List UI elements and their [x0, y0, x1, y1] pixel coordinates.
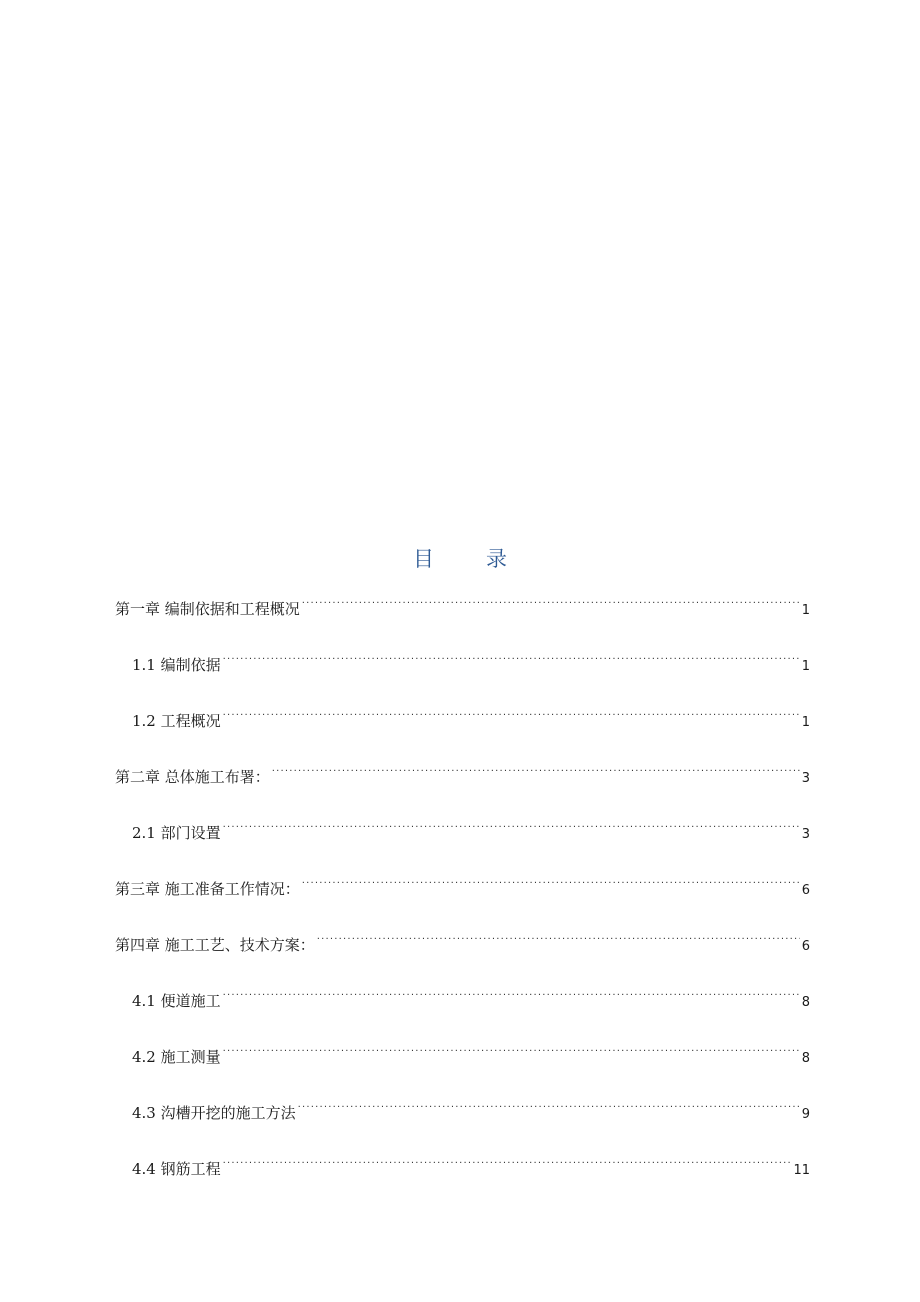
toc-list: [115, 596, 810, 1212]
dot-leader: [223, 712, 800, 726]
toc-entry-label: 第二章 总体施工布署：: [115, 768, 270, 786]
toc-entry-page: 1: [801, 659, 810, 674]
toc-entry-4-4[interactable]: [115, 1156, 810, 1212]
toc-entry-label: 4.2 施工测量: [132, 1048, 221, 1066]
toc-entry-chapter-4[interactable]: [115, 932, 810, 988]
toc-entry-label: 1.1 编制依据: [132, 656, 221, 674]
toc-entry-label: 第一章 编制依据和工程概况: [115, 600, 300, 618]
toc-entry-4-2[interactable]: [115, 1044, 810, 1100]
toc-entry-1-1[interactable]: [115, 652, 810, 708]
toc-entry-page: 11: [793, 1163, 810, 1178]
toc-entry-4-3[interactable]: [115, 1100, 810, 1156]
toc-entry-chapter-2[interactable]: [115, 764, 810, 820]
dot-leader: [302, 880, 800, 894]
toc-entry-page: 3: [801, 827, 810, 842]
toc-entry-chapter-1[interactable]: [115, 596, 810, 652]
dot-leader: [223, 656, 800, 670]
dot-leader: [223, 992, 800, 1006]
dot-leader: [223, 1048, 800, 1062]
toc-entry-label: 1.2 工程概况: [132, 712, 221, 730]
toc-entry-chapter-3[interactable]: [115, 876, 810, 932]
toc-entry-page: 9: [801, 1107, 810, 1122]
dot-leader: [272, 768, 800, 782]
dot-leader: [317, 936, 800, 950]
toc-entry-label: 2.1 部门设置: [132, 824, 221, 842]
toc-entry-page: 1: [801, 715, 810, 730]
toc-entry-1-2[interactable]: [115, 708, 810, 764]
dot-leader: [302, 600, 800, 614]
dot-leader: [223, 1160, 792, 1174]
toc-entry-label: 4.1 便道施工: [132, 992, 221, 1010]
toc-entry-page: 6: [801, 883, 810, 898]
toc-title-char-2: 录: [486, 547, 507, 571]
dot-leader: [223, 824, 800, 838]
toc-entry-page: 6: [801, 939, 810, 954]
toc-entry-page: 8: [801, 995, 810, 1010]
toc-entry-label: 第三章 施工准备工作情况：: [115, 880, 300, 898]
toc-entry-label: 4.3 沟槽开挖的施工方法: [132, 1104, 296, 1122]
toc-title: [0, 542, 920, 576]
toc-entry-4-1[interactable]: [115, 988, 810, 1044]
toc-entry-2-1[interactable]: [115, 820, 810, 876]
dot-leader: [298, 1104, 800, 1118]
toc-entry-page: 1: [801, 603, 810, 618]
toc-entry-page: 8: [801, 1051, 810, 1066]
toc-entry-page: 3: [801, 771, 810, 786]
toc-entry-label: 4.4 钢筋工程: [132, 1160, 221, 1178]
toc-entry-label: 第四章 施工工艺、技术方案：: [115, 936, 315, 954]
toc-title-char-1: 目: [413, 547, 434, 571]
